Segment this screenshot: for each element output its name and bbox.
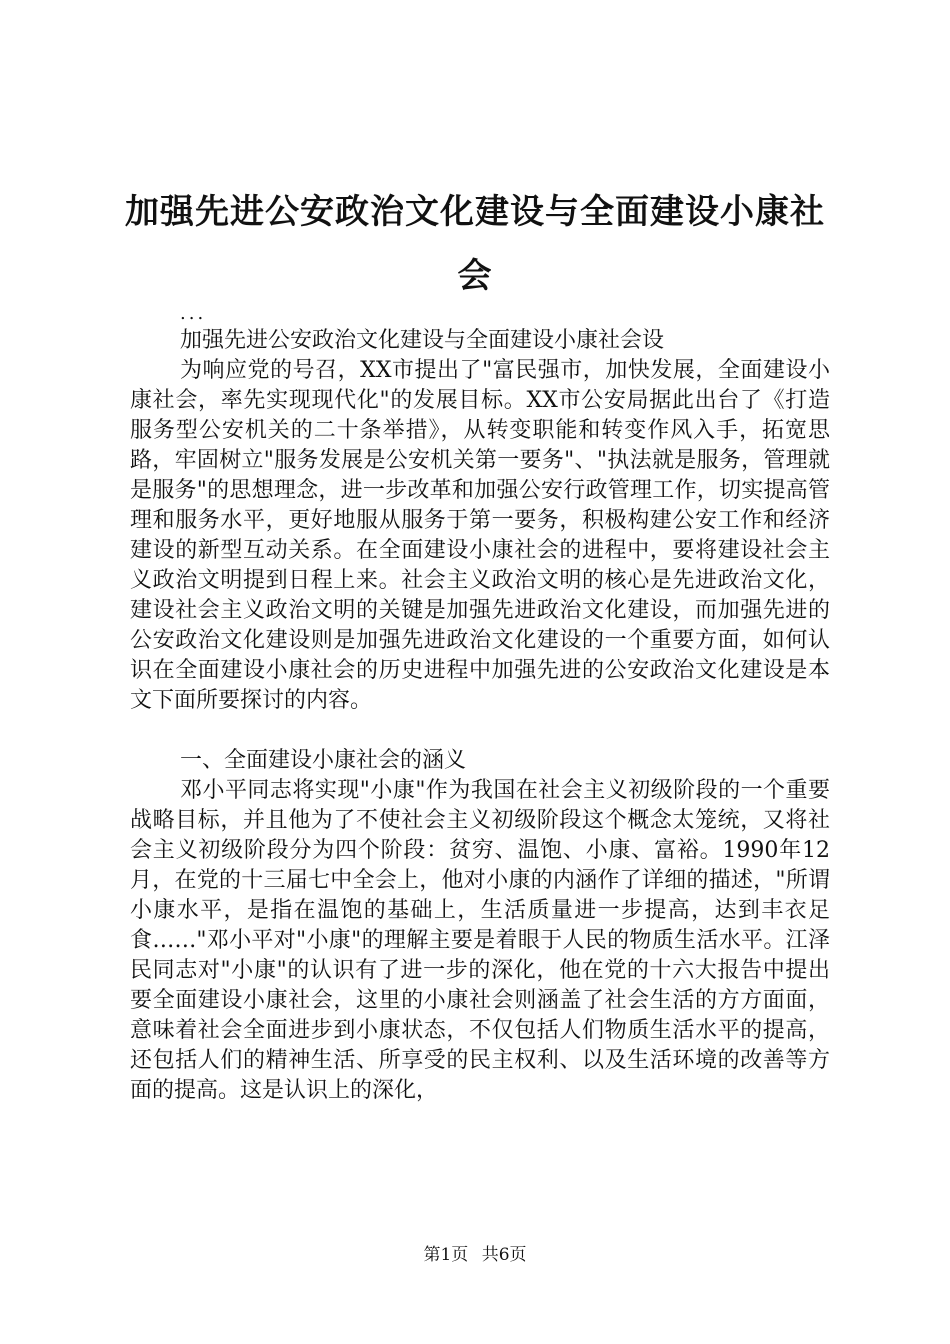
page-footer — [0, 1243, 950, 1267]
paragraph-intro: 为响应党的号召，XX市提出了"富民强市，加快发展，全面建设小康社会，率先实现现代化"的发展目标。XX市公安局据此出台了《打造服务型公安机关的二十条举措》，从转变职能和转变作风入手，拓宽思路，牢固树立"服务发展是公安机关第一要务"、"执法就是服务，管理就是服务"的思想理念，进一步改革和加强公安行政管理工作，切实提高管理和服务水平，更好地服从服务于第一要务，积极构建公安工作和经济建设的新型互动关系。在全面建设小康社会的进程中，要将建设社会主义政治文明提到日程上来。社会主义政治文明的核心是先进政治文化，建设社会主义政治文明的关键是加强先进政治文化建设，而加强先进的公安政治文化建设则是加强先进政治文化建设的一个重要方面，如何认识在全面建设小康社会的历史进程中加强先进的公安政治文化建设是本文下面所要探讨的内容。 — [130, 358, 830, 713]
document-body — [130, 302, 830, 1106]
title-line-2: 会 — [457, 256, 493, 296]
page-total: 共6页 — [481, 1245, 527, 1265]
subtitle-line: 加强先进公安政治文化建设与全面建设小康社会设 — [180, 328, 665, 353]
ellipsis-marker: ... — [180, 303, 207, 324]
section-heading-1: 一、全面建设小康社会的涵义 — [180, 748, 467, 773]
page-number: 第1页 — [423, 1245, 469, 1265]
title-line-1: 加强先进公安政治文化建设与全面建设小康社 — [125, 192, 825, 232]
paragraph-gap — [130, 716, 830, 746]
paragraph-xiaokang-meaning: 邓小平同志将实现"小康"作为我国在社会主义初级阶段的一个重要战略目标，并且他为了不使社会主义初级阶段这个概念太笼统，又将社会主义初级阶段分为四个阶段：贫穷、温饱、小康、富裕。1990年12月，在党的十三届七中全会上，他对小康的内涵作了详细的描述，"所谓小康水平，是指在温饱的基础上，生活质量进一步提高，达到丰衣足食……"邓小平对"小康"的理解主要是着眼于人民的物质生活水平。江泽民同志对"小康"的认识有了进一步的深化，他在党的十六大报告中提出要全面建设小康社会，这里的小康社会则涵盖了社会生活的方方面面，意味着社会全面进步到小康状态，不仅包括人们物质生活水平的提高，还包括人们的精神生活、所享受的民主权利、以及生活环境的改善等方面的提高。这是认识上的深化， — [130, 778, 830, 1103]
document-title — [110, 180, 840, 308]
